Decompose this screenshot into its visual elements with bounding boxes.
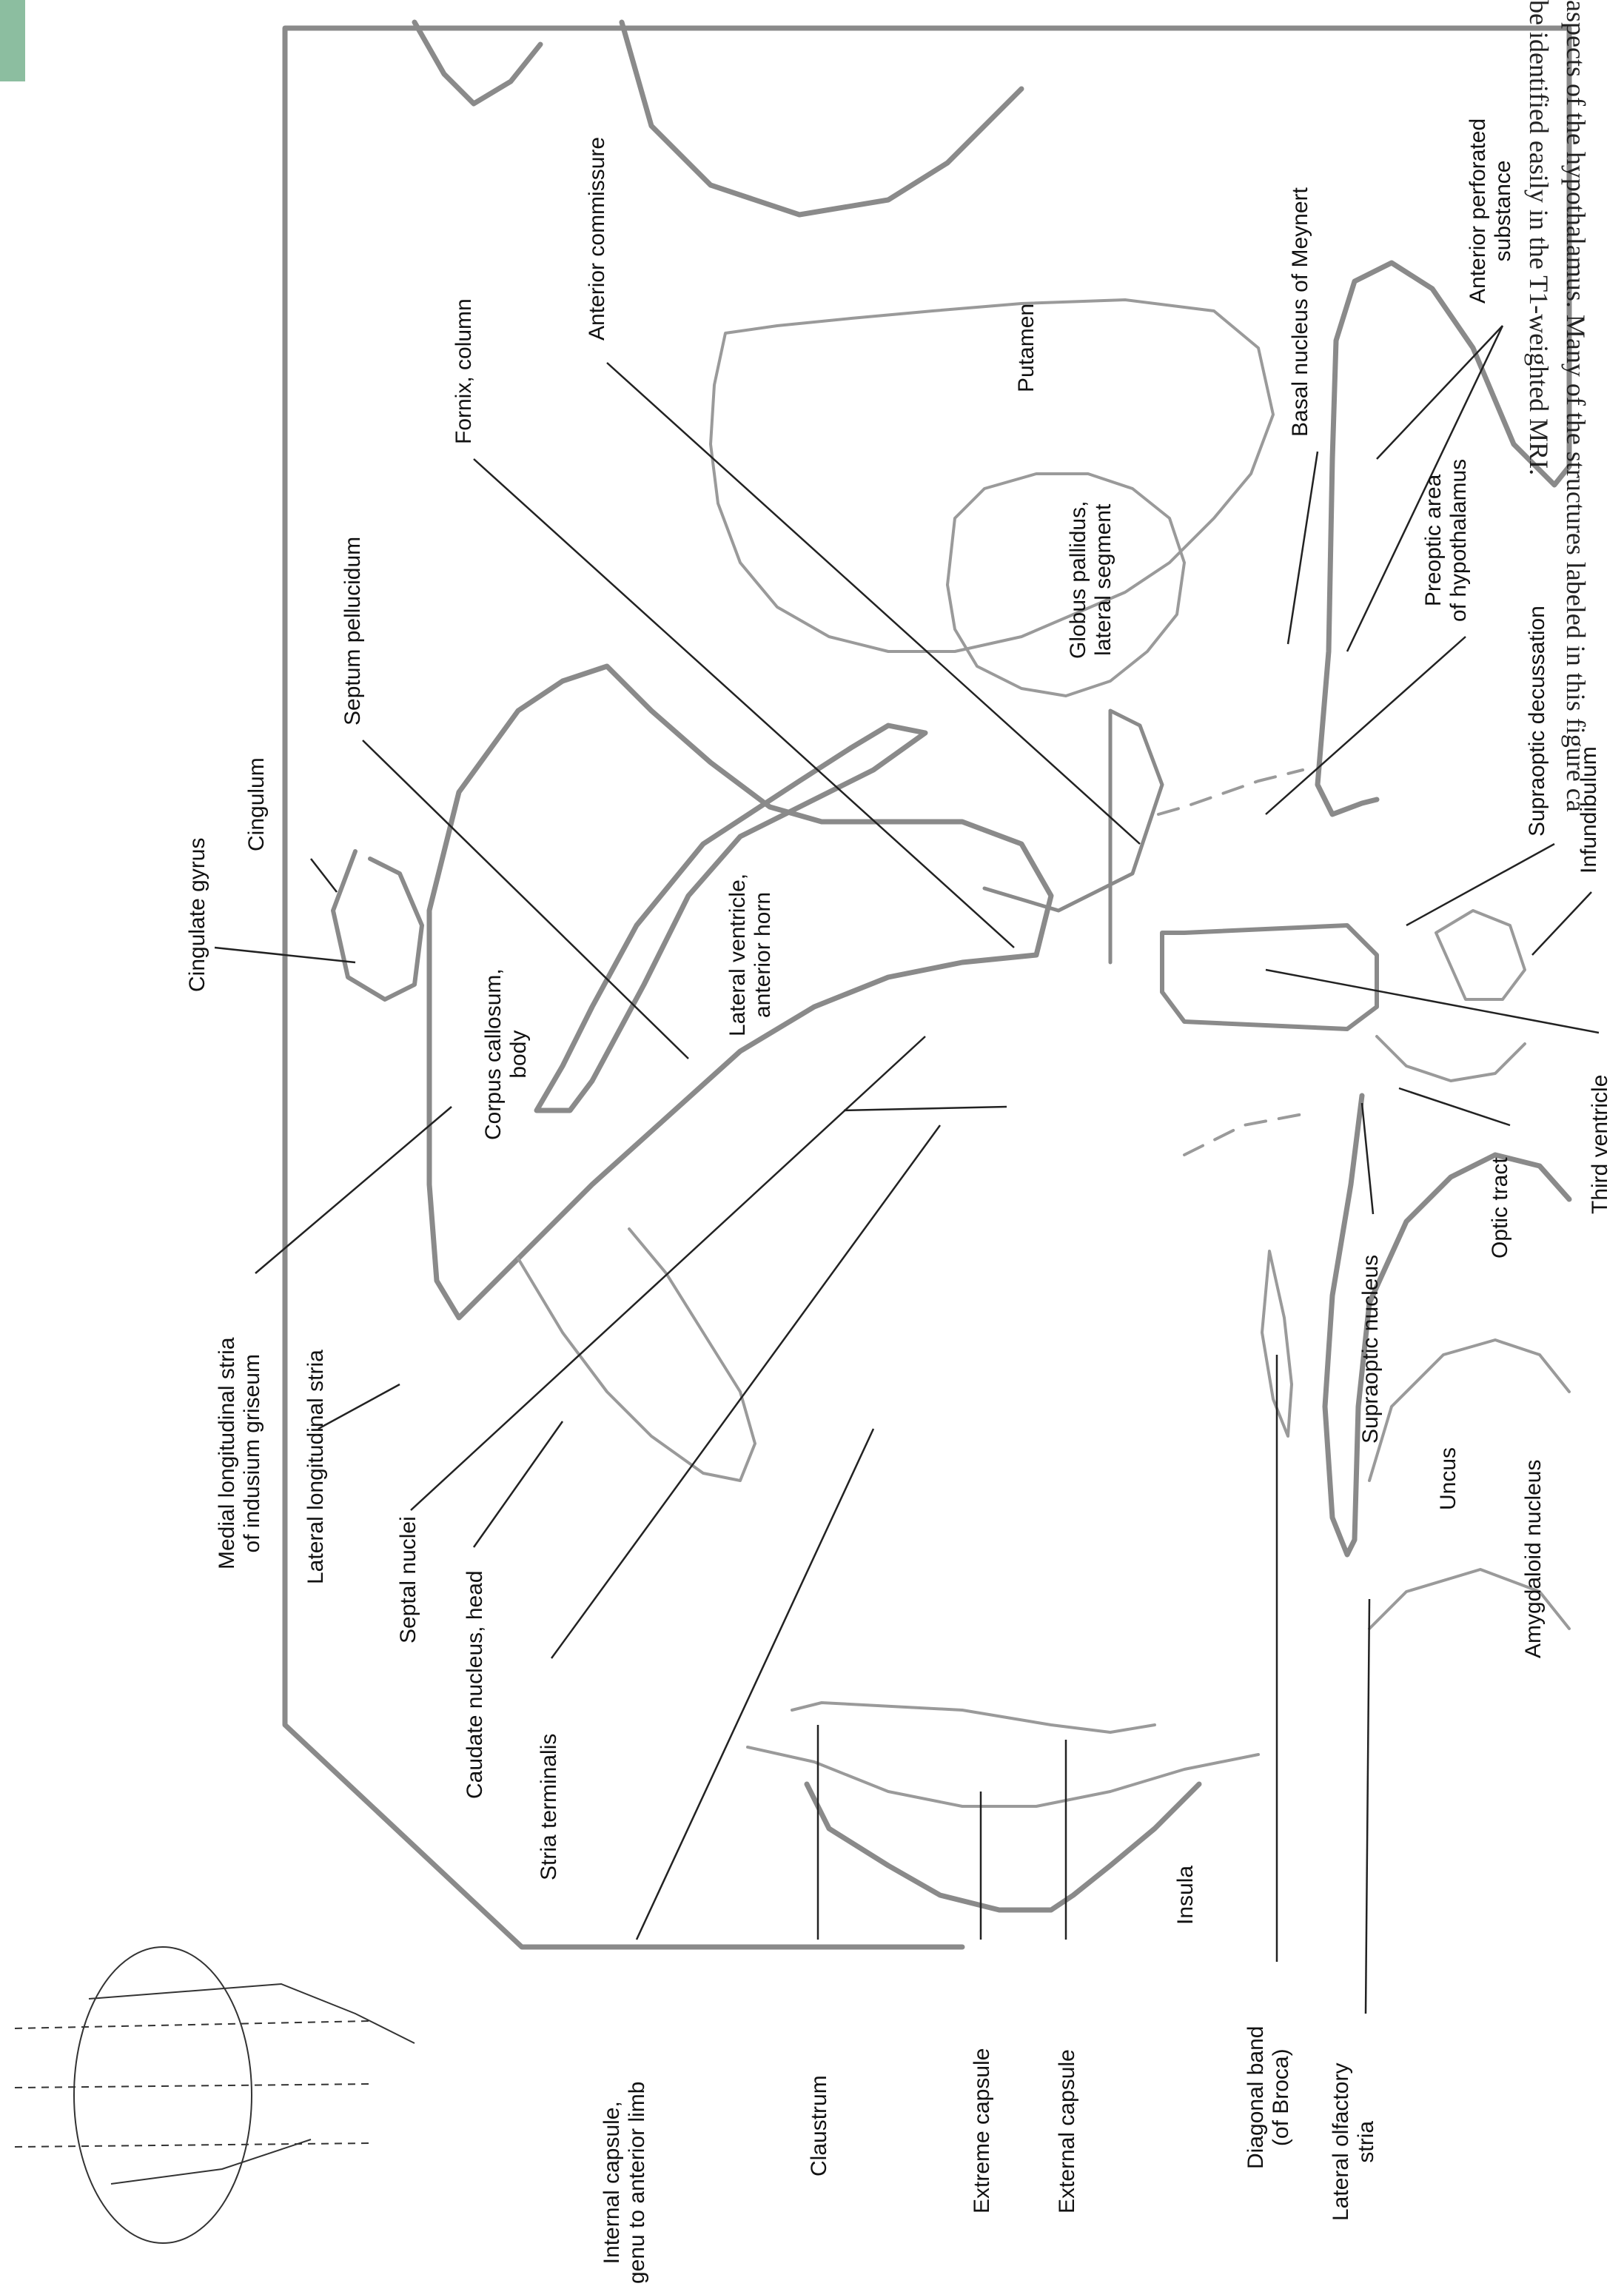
- label-preoptic-area: [1421, 459, 1472, 622]
- insula-region: [807, 1784, 1199, 1910]
- label-diagonal-band-line-2: (of Broca): [1269, 2048, 1293, 2147]
- label-anterior-perforated-substance: [1466, 118, 1516, 304]
- label-preoptic-area-line-1: Preoptic area: [1421, 474, 1446, 607]
- leader-lateral-longitudinal: [318, 1384, 400, 1429]
- label-basal-nucleus-meynert-line-1: Basal nucleus of Meynert: [1288, 187, 1312, 437]
- label-amygdaloid-nucleus: [1521, 1460, 1546, 1659]
- label-preoptic-area-line-2: of hypothalamus: [1446, 458, 1471, 622]
- label-supraoptic-decussation: [1525, 606, 1550, 837]
- leader-third-ventricle: [1266, 970, 1599, 1033]
- leader-infundibulum: [1532, 892, 1591, 955]
- leader-cingulum: [311, 859, 337, 892]
- leader-supraoptic-nucleus: [1362, 1103, 1373, 1214]
- label-septal-nuclei-line-1: Septal nuclei: [396, 1516, 420, 1643]
- label-lateral-olfactory-stria-line-1: Lateral olfactory: [1329, 2062, 1353, 2221]
- leader-basal-nucleus: [1288, 452, 1318, 644]
- label-cingulate-gyrus-line-1: Cingulate gyrus: [185, 837, 209, 992]
- label-globus-pallidus-line-1: Globus pallidus,: [1066, 500, 1090, 659]
- label-corpus-callosum-line-1: Corpus callosum,: [481, 968, 506, 1140]
- caudate-outline: [518, 1229, 755, 1481]
- label-medial-longitudinal-stria-line-1: Medial longitudinal stria: [215, 1337, 239, 1569]
- claustrum-outline: [792, 1703, 1155, 1732]
- label-lateral-olfactory-stria: [1329, 2063, 1379, 2221]
- leader-stria-terminalis: [551, 1125, 940, 1658]
- label-uncus-line-1: Uncus: [1436, 1447, 1460, 1510]
- label-uncus: [1436, 1447, 1461, 1510]
- label-external-capsule: [1055, 2049, 1080, 2213]
- label-diagonal-band-line-1: Diagonal band: [1244, 2025, 1268, 2169]
- label-claustrum-line-1: Claustrum: [807, 2075, 831, 2176]
- label-extreme-capsule-line-1: Extreme capsule: [970, 2048, 994, 2213]
- third-ventricle-shape: [1162, 925, 1377, 1029]
- cingulate-gyrus-shape: [333, 851, 422, 999]
- label-optic-tract-line-1: Optic tract: [1488, 1157, 1512, 1259]
- label-fornix-column: [452, 298, 477, 444]
- leader-optic-tract: [1399, 1088, 1510, 1125]
- leader-preoptic: [1266, 637, 1466, 814]
- label-basal-nucleus-meynert: [1288, 187, 1313, 437]
- label-insula: [1173, 1866, 1198, 1925]
- infundibulum-outline: [1436, 911, 1525, 999]
- label-supraoptic-nucleus-line-1: Supraoptic nucleus: [1358, 1254, 1383, 1444]
- label-claustrum: [807, 2075, 832, 2176]
- upper-gyrus: [415, 22, 1021, 215]
- label-third-ventricle-line-1: Third ventricle: [1588, 1074, 1612, 1214]
- optic-tract-dash: [1184, 1114, 1303, 1155]
- label-caudate-nucleus-head: [463, 1570, 488, 1799]
- label-infundibulum: [1577, 746, 1602, 874]
- orientation-inset: [15, 1947, 415, 2243]
- label-diagonal-band: [1244, 2026, 1294, 2170]
- label-anterior-perforated-substance-line-1: Anterior perforated: [1466, 118, 1490, 304]
- label-internal-capsule-line-1: Internal capsule,: [600, 2101, 624, 2265]
- label-septal-nuclei: [396, 1516, 421, 1643]
- label-septum-pellucidum-line-1: Septum pellucidum: [340, 536, 365, 725]
- label-lateral-longitudinal-stria-line-1: Lateral longitudinal stria: [303, 1350, 328, 1584]
- label-third-ventricle: [1588, 1075, 1613, 1214]
- label-corpus-callosum: [481, 968, 531, 1140]
- leader-lines: [215, 326, 1599, 2014]
- label-external-capsule-line-1: External capsule: [1055, 2049, 1079, 2213]
- leader-corpus-callosum: [844, 1107, 1007, 1110]
- label-septum-pellucidum: [340, 537, 366, 725]
- label-stria-terminalis: [537, 1734, 562, 1880]
- optic-tract-outline: [1377, 1036, 1525, 1081]
- label-lateral-ventricle-line-2: anterior horn: [751, 891, 775, 1018]
- label-optic-tract: [1488, 1157, 1513, 1259]
- label-lateral-olfactory-stria-line-2: stria: [1354, 2120, 1378, 2163]
- label-cingulum-line-1: Cingulum: [244, 757, 269, 851]
- label-insula-line-1: Insula: [1173, 1865, 1198, 1925]
- label-corpus-callosum-line-2: body: [506, 1030, 531, 1079]
- label-globus-pallidus: [1066, 501, 1116, 659]
- label-cingulum: [244, 757, 269, 851]
- label-fornix-column-line-1: Fornix, column: [452, 298, 476, 444]
- leader-internal-capsule: [637, 1429, 873, 1940]
- label-medial-longitudinal-stria-line-2: of indusium griseum: [240, 1354, 264, 1553]
- label-globus-pallidus-line-2: lateral segment: [1091, 503, 1115, 656]
- label-lateral-longitudinal-stria: [303, 1350, 329, 1584]
- supraoptic-decussation-dash: [1158, 770, 1303, 814]
- label-anterior-perforated-substance-line-2: substance: [1491, 160, 1515, 262]
- septum-shape: [984, 711, 1162, 962]
- label-infundibulum-line-1: Infundibulum: [1577, 746, 1601, 874]
- putamen-outline: [711, 300, 1273, 651]
- caption-line-2: be identified easily in the T1-weighted MRI.: [1524, 0, 1554, 476]
- label-putamen: [1014, 304, 1039, 392]
- label-medial-longitudinal-stria: [215, 1337, 265, 1569]
- extreme-capsule-outline: [748, 1747, 1258, 1806]
- label-internal-capsule-line-2: genu to anterior limb: [625, 2081, 649, 2284]
- label-anterior-commissure-line-1: Anterior commissure: [585, 136, 609, 341]
- label-lateral-ventricle: [725, 874, 776, 1036]
- caption-line-1: aspects of the hypothalamus. Many of the structures labeled in this figure ca: [1561, 0, 1591, 812]
- label-extreme-capsule: [970, 2048, 995, 2213]
- section-color-tab: [0, 0, 25, 81]
- label-caudate-nucleus-head-line-1: Caudate nucleus, head: [463, 1570, 487, 1799]
- label-stria-terminalis-line-1: Stria terminalis: [537, 1733, 561, 1880]
- label-amygdaloid-nucleus-line-1: Amygdaloid nucleus: [1521, 1459, 1546, 1658]
- label-putamen-line-1: Putamen: [1014, 303, 1039, 392]
- leader-anterior-perforated-1: [1377, 326, 1503, 459]
- label-supraoptic-decussation-line-1: Supraoptic decussation: [1525, 606, 1549, 837]
- label-lateral-ventricle-line-1: Lateral ventricle,: [725, 873, 750, 1036]
- label-internal-capsule: [600, 2082, 650, 2285]
- label-supraoptic-nucleus: [1358, 1255, 1383, 1444]
- label-cingulate-gyrus: [185, 838, 210, 992]
- leader-lateral-olfactory: [1366, 1599, 1369, 2014]
- label-anterior-commissure: [585, 137, 610, 341]
